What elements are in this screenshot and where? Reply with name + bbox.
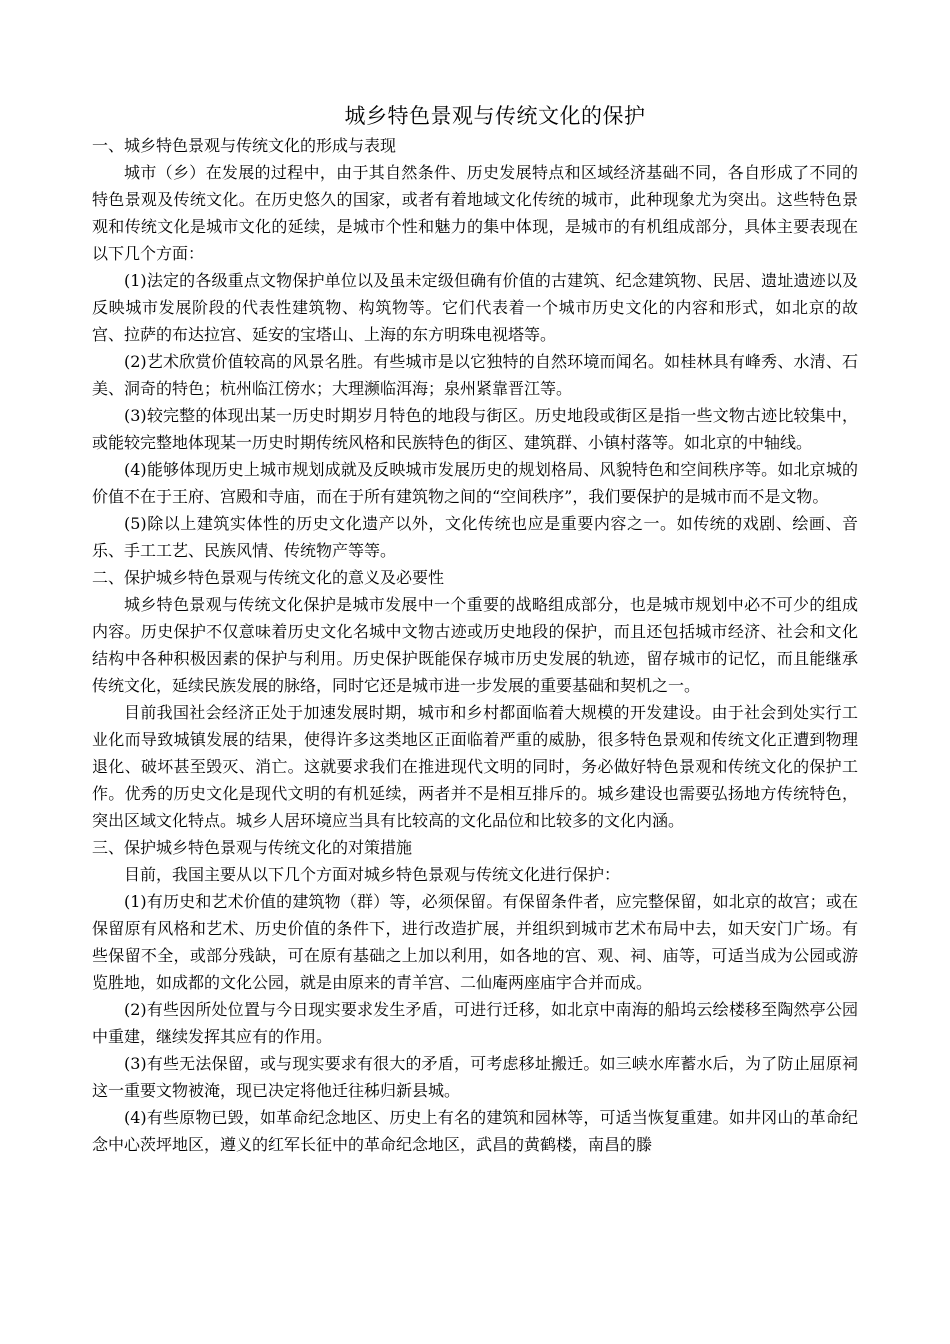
paragraph: 目前，我国主要从以下几个方面对城乡特色景观与传统文化进行保护：	[124, 865, 621, 884]
paragraph: (4)有些原物已毁，如革命纪念地区、历史上有名的建筑和园林等，可适当恢复重建。如井冈山的革命纪念中心茨坪地区，遵义的红军长征中的革命纪念地区，武昌的黄鹤楼，南昌的滕	[92, 1108, 858, 1154]
paragraph: (2)有些因所处位置与今日现实要求发生矛盾，可进行迁移，如北京中南海的船坞云绘楼移至陶然亭公园中重建，继续发挥其应有的作用。	[92, 1000, 858, 1046]
paragraph: 城乡特色景观与传统文化保护是城市发展中一个重要的战略组成部分，也是城市规划中必不可少的组成内容。历史保护不仅意味着历史文化名城中文物古迹或历史地段的保护，而且还包括城市经济、社会和文化结构中各种积极因素的保护与利用。历史保护既能保存城市历史发展的轨迹，留存城市的记忆，而且能继承传统文化，延续民族发展的脉络，同时它还是城市进一步发展的重要基础和契机之一。	[92, 595, 858, 695]
document-title: 城乡特色景观与传统文化的保护	[344, 104, 646, 128]
document-body	[92, 100, 858, 1158]
section-heading: 一、城乡特色景观与传统文化的形成与表现	[92, 136, 397, 155]
paragraph: 目前我国社会经济正处于加速发展时期，城市和乡村都面临着大规模的开发建设。由于社会到处实行工业化而导致城镇发展的结果，使得许多这类地区正面临着严重的威胁，很多特色景观和传统文化正遭到物理退化、破坏甚至毁灭、消亡。这就要求我们在推进现代文明的同时，务必做好特色景观和传统文化的保护工作。优秀的历史文化是现代文明的有机延续，两者并不是相互排斥的。城乡建设也需要弘扬地方传统特色，突出区域文化特点。城乡人居环境应当具有比较高的文化品位和比较多的文化内涵。	[92, 703, 858, 830]
paragraph: 城市（乡）在发展的过程中，由于其自然条件、历史发展特点和区域经济基础不同，各自形成了不同的特色景观及传统文化。在历史悠久的国家，或者有着地域文化传统的城市，此种现象尤为突出。这些特色景观和传统文化是城市文化的延续，是城市个性和魅力的集中体现，是城市的有机组成部分，具体主要表现在以下几个方面：	[92, 163, 858, 263]
section-heading: 二、保护城乡特色景观与传统文化的意义及必要性	[92, 568, 445, 587]
paragraph: (1)有历史和艺术价值的建筑物（群）等，必须保留。有保留条件者，应完整保留，如北京的故宫；或在保留原有风格和艺术、历史价值的条件下，进行改造扩展，并组织到城市艺术布局中去，如天安门广场。有些保留不全，或部分残缺，可在原有基础之上加以利用，如各地的宫、观、祠、庙等，可适当成为公园或游览胜地，如成都的文化公园，就是由原来的青羊宫、二仙庵两座庙宇合并而成。	[92, 892, 858, 992]
section-heading: 三、保护城乡特色景观与传统文化的对策措施	[92, 838, 413, 857]
paragraph: (4)能够体现历史上城市规划成就及反映城市发展历史的规划格局、风貌特色和空间秩序等。如北京城的价值不在于王府、宫殿和寺庙，而在于所有建筑物之间的“空间秩序”，我们要保护的是城市而不是文物。	[92, 460, 858, 506]
paragraph: (1)法定的各级重点文物保护单位以及虽未定级但确有价值的古建筑、纪念建筑物、民居、遗址遗迹以及反映城市发展阶段的代表性建筑物、构筑物等。它们代表着一个城市历史文化的内容和形式，如北京的故宫、拉萨的布达拉宫、延安的宝塔山、上海的东方明珠电视塔等。	[92, 271, 858, 344]
paragraph: (5)除以上建筑实体性的历史文化遗产以外，文化传统也应是重要内容之一。如传统的戏剧、绘画、音乐、手工工艺、民族风情、传统物产等等。	[92, 514, 858, 560]
section-3	[92, 834, 858, 1158]
paragraph: (3)有些无法保留，或与现实要求有很大的矛盾，可考虑移址搬迁。如三峡水库蓄水后，为了防止屈原祠这一重要文物被淹，现已决定将他迁往秭归新县城。	[92, 1054, 858, 1100]
paragraph: (2)艺术欣赏价值较高的风景名胜。有些城市是以它独特的自然环境而闻名。如桂林具有峰秀、水清、石美、洞奇的特色；杭州临江傍水；大理濒临洱海；泉州紧靠晋江等。	[92, 352, 858, 398]
section-1	[92, 132, 858, 564]
section-2	[92, 564, 858, 834]
paragraph: (3)较完整的体现出某一历史时期岁月特色的地段与街区。历史地段或街区是指一些文物古迹比较集中，或能较完整地体现某一历史时期传统风格和民族特色的街区、建筑群、小镇村落等。如北京的中轴线。	[92, 406, 858, 452]
